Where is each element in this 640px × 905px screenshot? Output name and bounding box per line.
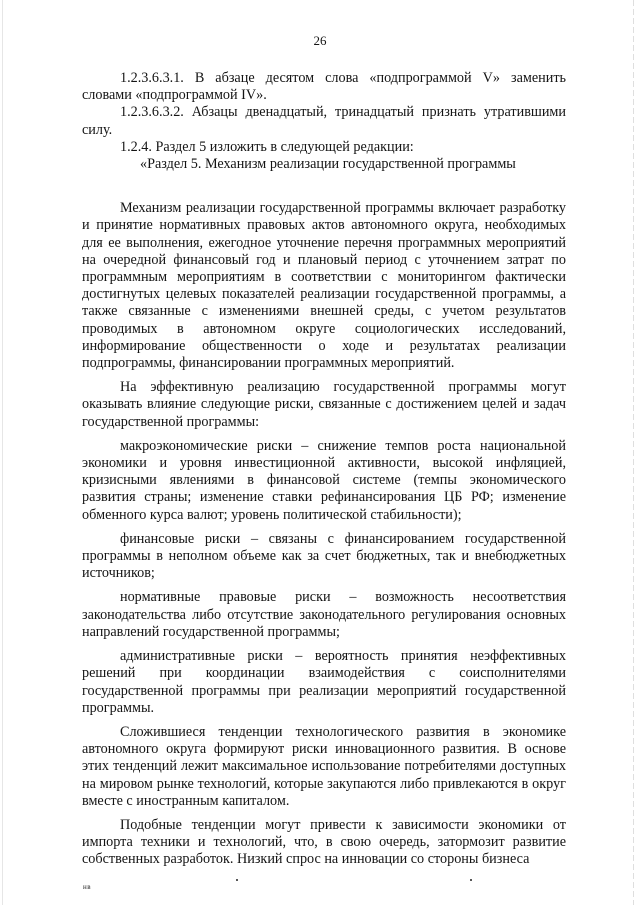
spacer [82,431,566,438]
paragraph-mechanism: Механизм реализации государственной программы включает разработку и принятие нормативных правовых актов автономного округа, необходимых для ее выполнения, ежегодное уточнение перечня программных мероприятий на очередной финансовый год и плановый период с уточнением затрат по программным мероприятиям в соответствии с мониторингом фактически достигнутых целевых показателей реализации государственной программы, а также связанные с изменениями внешней среды, с учетом результатов проводимых в автономном округе социологических исследований, информирование общественности о ходе и результатах реализации подпрограммы, финансировании программных мероприятий. [82,200,566,372]
paragraph-dependency: Подобные тенденции могут привести к зависимости экономики от импорта техники и технологий, что, в свою очередь, затормозит развитие собственных разработок. Низкий спрос на инновации со стороны бизнеса [82,816,566,868]
scan-edge-left [2,0,3,905]
paragraph-amendment-1: 1.2.3.6.3.1. В абзаце десятом слова «подпрограммой V» заменить словами «подпрограммой IV». [82,70,566,104]
paragraph-amendment-3: 1.2.4. Раздел 5 изложить в следующей редакции: [120,138,414,155]
paragraph-tech-trends: Сложившиеся тенденции технологического развития в экономике автономного округа формируют риски инновационного развития. В основе этих тенденций лежит максимальное использование потребителями доступных на мировом рынке технологий, которые закупаются либо привлекаются в округ вместе с иностранным капиталом. [82,723,566,809]
scan-edge-right [633,0,634,905]
spacer [82,582,566,589]
paragraph-risks-intro: На эффективную реализацию государственной программы могут оказывать влияние следующие риски, связанные с достижением целей и задач государственной программы: [82,379,566,430]
paragraph-macro-risks: макроэкономические риски – снижение темпов роста национальной экономики и уровня инвестиционной активности, высокой инфляцией, кризисными явлениями в финансовой системе (темпы экономического развития страны; изменение ставки рефинансирования ЦБ РФ; изменение обменного курса валют; уровень политической стабильности); [82,437,566,523]
paragraph-amendment-2: 1.2.3.6.3.2. Абзацы двенадцатый, тринадцатый признать утратившими силу. [82,104,566,138]
section-heading: «Раздел 5. Механизм реализации государственной программы [140,156,516,173]
paragraph-financial-risks: финансовые риски – связаны с финансированием государственной программы в неполном объеме как за счет бюджетных, так и внебюджетных источников; [82,530,566,582]
spacer [82,372,566,379]
spacer [82,717,566,724]
spacer [82,173,566,200]
footer-mark: нв [83,883,92,891]
footer-dot [236,879,238,881]
spacer [82,524,566,531]
spacer [82,641,566,648]
spacer [82,810,566,817]
paragraph-legal-risks: нормативные правовые риски – возможность несоответствия законодательства либо отсутствие законодательного регулирования основных направлений государственной программы; [82,589,566,640]
footer-dot [470,879,472,881]
document-body [82,70,566,869]
paragraph-admin-risks: административные риски – вероятность принятия неэффективных решений при координации взаимодействия с соисполнителями государственной программы при реализации мероприятий государственной программы. [82,648,566,716]
page-number: 26 [313,33,327,48]
